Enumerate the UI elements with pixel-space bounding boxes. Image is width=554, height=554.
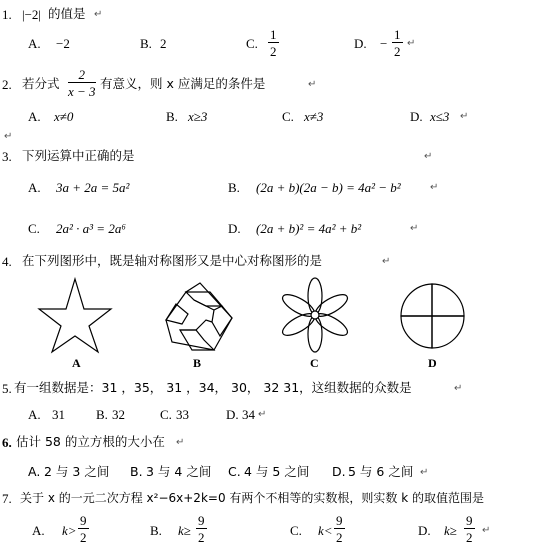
q3-option-d-label: D.	[228, 221, 241, 236]
q3-stem: 下列运算中正确的是	[22, 148, 135, 163]
q5-option-d-label: D.	[226, 407, 239, 422]
q4-figure-label-c: C	[310, 356, 319, 370]
return-mark: ↵	[420, 467, 429, 478]
q1-option-a-label: A.	[28, 36, 41, 51]
q4-number: 4.	[2, 254, 12, 269]
return-mark: ↵	[430, 182, 439, 193]
q2-option-d-label: D.	[410, 109, 423, 124]
fraction-denominator: 2	[336, 530, 343, 545]
q6-option-a-text: 2 与 3 之间	[44, 464, 110, 479]
return-mark: ↵	[258, 409, 267, 420]
return-mark: ↵	[424, 151, 433, 162]
q6-option-d-label: D.	[332, 464, 346, 479]
q7-option-c-text: k<	[318, 523, 333, 538]
return-mark: ↵	[382, 256, 391, 267]
fraction-denominator: x − 3	[68, 84, 96, 99]
q7-option-b-text: k≥	[178, 523, 191, 538]
q1-option-b-label: B.	[140, 36, 152, 51]
q2-option-a-label: A.	[28, 109, 41, 124]
fraction-denominator: 2	[198, 530, 205, 545]
q6-stem: 估计 58 的立方根的大小在	[16, 434, 165, 449]
q2-option-b-text: x≥3	[188, 109, 208, 124]
return-mark: ↵	[94, 9, 103, 20]
return-mark: ↵	[407, 38, 416, 49]
q4-figure-label-d: D	[428, 356, 437, 370]
q6-option-b-text: 3 与 4 之间	[146, 464, 212, 479]
q5-option-d-text: 34	[242, 407, 255, 422]
q7-option-d-text: k≥	[444, 523, 457, 538]
q1-option-b-text: 2	[160, 36, 167, 51]
q1-option-c-label: C.	[246, 36, 258, 51]
q7-option-c-fraction	[334, 514, 345, 544]
q4-figure-label-a: A	[72, 356, 81, 370]
q3-option-d-text: (2a + b)² = 4a² + b²	[256, 221, 362, 236]
q7-option-c-label: C.	[290, 523, 302, 538]
q7-option-d-label: D.	[418, 523, 431, 538]
q7-option-b-label: B.	[150, 523, 162, 538]
q1-stem: 的值是	[48, 6, 86, 21]
q3-option-a-text: 3a + 2a = 5a²	[56, 180, 130, 195]
fraction-numerator: 2	[68, 68, 96, 83]
q2-option-b-label: B.	[166, 109, 178, 124]
fraction-numerator: 1	[394, 27, 401, 42]
fraction-denominator: 2	[270, 44, 277, 59]
q2-number: 2.	[2, 77, 12, 92]
return-mark: ↵	[176, 437, 185, 448]
fraction-denominator: 2	[466, 530, 473, 545]
q5-stem: 有一组数据是：31 ，35， 31 ，34， 30， 32 31，这组数据的众数是	[14, 380, 412, 395]
q2-stem-pre: 若分式	[22, 76, 60, 91]
q4-figure-label-b: B	[193, 356, 202, 370]
q6-option-c-label: C.	[228, 464, 241, 479]
q6-option-d-text: 5 与 6 之间	[348, 464, 414, 479]
q3-option-c-text: 2a² · a³ = 2a⁶	[56, 221, 126, 236]
q5-option-c-label: C.	[160, 407, 172, 422]
q3-number: 3.	[2, 149, 12, 164]
return-mark: ↵	[308, 79, 317, 90]
q6-option-b-label: B.	[130, 464, 143, 479]
q5-option-c-text: 33	[176, 407, 189, 422]
return-mark: ↵	[460, 111, 469, 122]
q3-option-b-text: (2a + b)(2a − b) = 4a² − b²	[256, 180, 401, 195]
q5-number: 5.	[2, 381, 12, 396]
q2-option-c-label: C.	[282, 109, 294, 124]
q7-number: 7.	[2, 491, 12, 506]
fraction-numerator: 9	[80, 513, 87, 528]
return-mark: ↵	[482, 525, 491, 536]
q1-number: 1.	[2, 7, 12, 22]
q3-option-a-label: A.	[28, 180, 41, 195]
q2-option-a-text: x≠0	[54, 109, 74, 124]
q5-option-b-text: 32	[112, 407, 125, 422]
q6-option-c-text: 4 与 5 之间	[244, 464, 310, 479]
q3-option-b-label: B.	[228, 180, 240, 195]
fraction-denominator: 2	[80, 530, 87, 545]
q5-option-b-label: B.	[96, 407, 108, 422]
q7-option-a-fraction	[78, 514, 89, 544]
q1-option-d-label: D.	[354, 36, 367, 51]
q7-option-a-label: A.	[32, 523, 45, 538]
return-mark: ↵	[454, 383, 463, 394]
return-mark: ↵	[410, 223, 419, 234]
pinwheel-figure	[401, 284, 464, 348]
return-mark: ↵	[4, 131, 13, 142]
q6-number: 6.	[2, 435, 12, 450]
q6-option-a-label: A.	[28, 464, 41, 479]
q7-option-a-text: k>	[62, 523, 77, 538]
interlocking-figure	[166, 283, 232, 350]
fraction-numerator: 9	[198, 513, 205, 528]
q5-option-a-label: A.	[28, 407, 41, 422]
flower-figure	[279, 278, 350, 352]
q1-abs-expr: |−2|	[22, 7, 42, 22]
q2-stem-post: 有意义，则 x 应满足的条件是	[100, 76, 266, 91]
star-figure	[39, 279, 111, 352]
q5-option-a-text: 31	[52, 407, 65, 422]
q2-option-c-text: x≠3	[304, 109, 324, 124]
fraction-numerator: 9	[466, 513, 473, 528]
fraction-denominator: 2	[394, 44, 401, 59]
q1-option-d-sign: −	[380, 36, 388, 51]
q7-stem: 关于 x 的一元二次方程 x²−6x+2k=0 有两个不相等的实数根，则实数 k 的取值范围是	[20, 491, 484, 505]
q4-stem: 在下列图形中，既是轴对称图形又是中心对称图形的是	[22, 253, 323, 268]
q3-option-c-label: C.	[28, 221, 40, 236]
fraction-numerator: 1	[270, 27, 277, 42]
q2-option-d-text: x≤3	[430, 109, 450, 124]
q7-option-d-fraction	[464, 514, 475, 544]
q7-option-b-fraction	[196, 514, 207, 544]
fraction-numerator: 9	[336, 513, 343, 528]
q1-option-a-text: −2	[56, 36, 70, 51]
